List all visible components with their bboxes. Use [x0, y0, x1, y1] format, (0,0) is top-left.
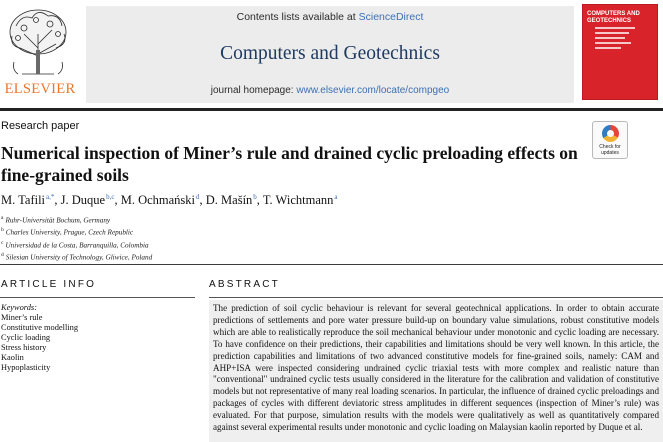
elsevier-tree-icon	[2, 4, 74, 80]
abstract-text: The prediction of soil cyclic behaviour is relevant for several geotechnical applications. In order to obtain accurate predictions of settlements and pore water pressure build-up on boundary value simulations, robust constitutive models which are able to realistically reproduce the soil mechanical behaviour under monotonic and cyclic loading are necessary. To have confidence on their predictions, their capabilities and limitations should be very well known. In this article, the prediction capabilities and limitations of two advanced constitutive models for fine-grained soils, namely: CAM and AHP+ISA were inspected considering undrained cyclic triaxial tests with more complex and realistic nature than "conventional" undrained cyclic tests usually considered in the literature for the calibration and validation of constitutive models but not representative of many real loading scenarios. In particular, the influence of drained cyclic preloadings and packages of cycles with different deviatoric stress amplitudes in different sequences (inspection of Miner’s rule) was evaluated. For that purpose, simulation results with the models were qualitatively as well as quantitatively compared against several experimental results under monotonic and cyclic loading on Malaysian kaolin reported by Duque et al.	[213, 303, 659, 433]
cover-line	[595, 27, 635, 29]
affiliation-key: d	[1, 252, 4, 259]
homepage-prefix: journal homepage:	[210, 85, 294, 96]
check-for-updates-label	[593, 144, 627, 156]
author-affiliation-marker[interactable]: a	[334, 193, 338, 201]
journal-cover-thumbnail[interactable]	[582, 4, 658, 100]
author[interactable]	[1, 193, 54, 207]
journal-title[interactable]: Computers and Geotechnics	[220, 43, 440, 64]
keywords-label: Keywords:	[1, 303, 37, 312]
affiliation	[1, 250, 152, 262]
abstract-box	[209, 300, 663, 442]
author-affiliation-marker[interactable]: b,c	[106, 193, 115, 201]
author-separator: ,	[114, 193, 121, 208]
contents-prefix: Contents lists available at	[236, 11, 356, 23]
paper-title: Numerical inspection of Miner’s rule and drained cyclic preloading effects on fine-grained soils	[1, 143, 578, 185]
keyword: Hypoplasticity	[1, 363, 51, 372]
author[interactable]	[263, 193, 338, 207]
header-divider	[0, 264, 663, 265]
check-updates-line: updates	[601, 150, 619, 156]
journal-info-box	[86, 6, 574, 103]
affiliation-key: b	[1, 227, 4, 234]
cover-line	[595, 32, 629, 34]
author-affiliation-marker[interactable]: b	[253, 193, 257, 201]
article-type: Research paper	[1, 120, 80, 132]
check-for-updates-button[interactable]	[592, 121, 628, 159]
author[interactable]	[206, 193, 257, 207]
article-info-rule	[0, 297, 195, 298]
author[interactable]	[61, 193, 115, 207]
cover-title: COMPUTERS AND GEOTECHNICS	[587, 11, 640, 24]
author-name[interactable]: J. Duque	[60, 193, 106, 208]
sciencedirect-link[interactable]: ScienceDirect	[358, 11, 424, 23]
keywords-block	[1, 303, 191, 373]
elsevier-logo[interactable]	[2, 4, 74, 98]
cover-line	[595, 42, 631, 44]
affiliation	[1, 225, 152, 237]
keyword: Constitutive modelling	[1, 323, 79, 332]
author-affiliation-marker[interactable]: d	[196, 193, 200, 201]
contents-line	[86, 11, 574, 23]
affiliation	[1, 238, 152, 250]
check-for-updates-icon	[602, 125, 619, 142]
journal-homepage-link[interactable]: www.elsevier.com/locate/compgeo	[296, 85, 450, 96]
article-info-heading: ARTICLE INFO	[1, 279, 97, 290]
keyword: Stress history	[1, 343, 47, 352]
affiliation-text: Universidad de la Costa, Barranquilla, Colombia	[5, 241, 149, 250]
masthead-divider	[0, 108, 663, 111]
affiliation-key: a	[1, 215, 4, 221]
keyword: Cyclic loading	[1, 333, 51, 342]
cover-line	[595, 47, 621, 49]
keyword: Kaolin	[1, 353, 24, 362]
author-name[interactable]: T. Wichtmann	[262, 193, 334, 208]
keyword: Miner’s rule	[1, 313, 43, 322]
affiliation-key: c	[1, 239, 4, 246]
author-list	[1, 193, 337, 208]
author[interactable]	[121, 193, 200, 207]
homepage-line	[86, 85, 574, 96]
author-name[interactable]: M. Ochmański	[120, 193, 196, 208]
author-name[interactable]: D. Mašín	[205, 193, 253, 208]
author-affiliation-marker[interactable]: a,*	[46, 193, 55, 201]
author-separator: ,	[54, 193, 61, 208]
cover-line	[595, 37, 625, 39]
author-name[interactable]: M. Tafili	[1, 193, 46, 208]
author-separator: ,	[256, 193, 263, 208]
check-updates-line: Check for	[599, 144, 621, 150]
abstract-rule	[209, 297, 663, 298]
abstract-heading: ABSTRACT	[209, 279, 280, 290]
affiliation-text: Ruhr-Universität Bochum, Germany	[5, 216, 111, 225]
affiliation	[1, 213, 152, 225]
affiliation-text: Charles University, Prague, Czech Republic	[5, 228, 134, 237]
author-separator: ,	[199, 193, 206, 208]
journal-masthead	[0, 0, 663, 108]
affiliation-list	[1, 213, 152, 263]
affiliation-text: Silesian University of Technology, Gliwice, Poland	[5, 253, 153, 262]
publisher-wordmark: ELSEVIER	[4, 81, 76, 97]
